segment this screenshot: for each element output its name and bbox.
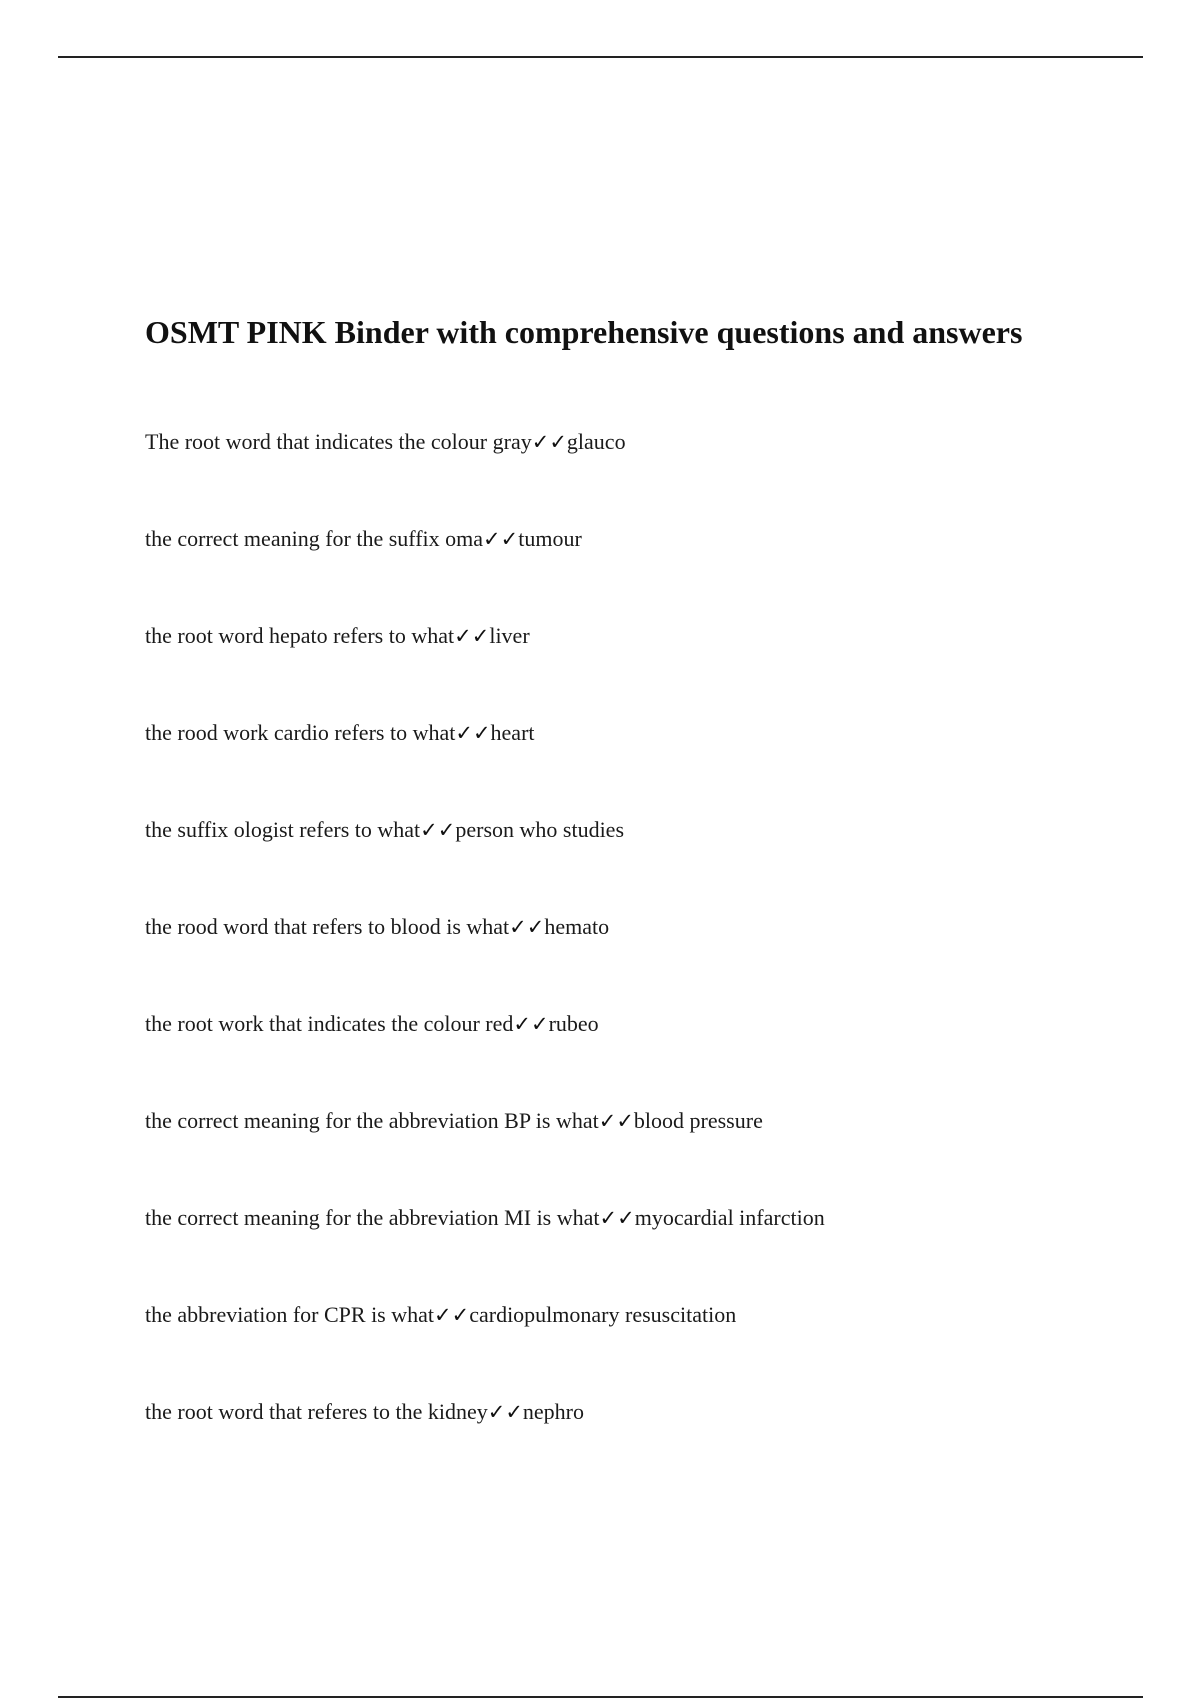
qa-answer: nephro	[522, 1399, 585, 1424]
qa-question: the correct meaning for the suffix oma	[145, 526, 484, 551]
qa-item	[145, 718, 825, 815]
qa-question: the root word hepato refers to what	[145, 623, 455, 648]
qa-item	[145, 815, 825, 912]
qa-question: the abbreviation for CPR is what	[145, 1302, 435, 1327]
qa-question: the root word that referes to the kidney	[145, 1399, 488, 1424]
double-check-icon: ✓✓	[454, 624, 490, 648]
header-rule	[58, 56, 1143, 58]
qa-list	[145, 427, 825, 1494]
qa-answer: heart	[490, 720, 535, 745]
qa-answer: cardiopulmonary resuscitation	[469, 1302, 737, 1327]
double-check-icon: ✓✓	[487, 1400, 523, 1424]
footer-rule	[58, 1696, 1143, 1698]
qa-question: the root work that indicates the colour red	[145, 1011, 514, 1036]
qa-question: the rood work cardio refers to what	[145, 720, 456, 745]
qa-answer: hemato	[544, 914, 610, 939]
qa-item	[145, 621, 825, 718]
qa-question: the correct meaning for the abbreviation BP is what	[145, 1108, 599, 1133]
double-check-icon: ✓✓	[455, 721, 491, 745]
qa-item	[145, 1397, 825, 1494]
qa-item	[145, 1009, 825, 1106]
qa-answer: rubeo	[548, 1011, 599, 1036]
qa-answer: person who studies	[455, 817, 625, 842]
qa-item	[145, 524, 825, 621]
qa-item	[145, 1203, 825, 1300]
double-check-icon: ✓✓	[513, 1012, 549, 1036]
double-check-icon: ✓✓	[598, 1109, 634, 1133]
qa-question: the suffix ologist refers to what	[145, 817, 421, 842]
qa-answer: liver	[489, 623, 530, 648]
double-check-icon: ✓✓	[420, 818, 456, 842]
qa-answer: myocardial infarction	[634, 1205, 825, 1230]
double-check-icon: ✓✓	[531, 430, 567, 454]
double-check-icon: ✓✓	[434, 1303, 470, 1327]
qa-answer: blood pressure	[633, 1108, 763, 1133]
qa-question: the rood word that refers to blood is what	[145, 914, 510, 939]
qa-item	[145, 1300, 825, 1397]
qa-answer: glauco	[566, 429, 626, 454]
double-check-icon: ✓✓	[483, 527, 519, 551]
qa-item	[145, 912, 825, 1009]
document-title: OSMT PINK Binder with comprehensive questions and answers	[145, 314, 1023, 350]
qa-question: The root word that indicates the colour gray	[145, 429, 532, 454]
qa-item	[145, 427, 825, 524]
qa-question: the correct meaning for the abbreviation MI is what	[145, 1205, 600, 1230]
qa-answer: tumour	[518, 526, 582, 551]
double-check-icon: ✓✓	[599, 1206, 635, 1230]
double-check-icon: ✓✓	[509, 915, 545, 939]
qa-item	[145, 1106, 825, 1203]
